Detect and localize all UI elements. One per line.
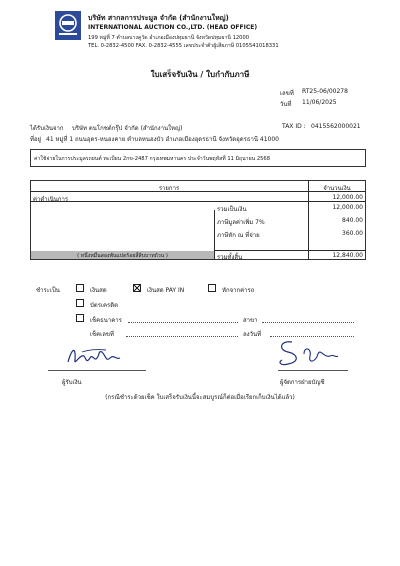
- company-name-en: INTERNATIONAL AUCTION CO.,LTD. (HEAD OFFICE): [88, 24, 258, 31]
- address-label: ที่อยู่: [30, 136, 42, 143]
- totals-divider: [214, 250, 366, 251]
- doc-no-value: RT25-06/00278: [302, 88, 348, 95]
- receiver-signature-image: [62, 340, 142, 370]
- authorizer-signature-label: ผู้จัดการฝ่ายบัญชี: [280, 379, 325, 386]
- company-logo: [55, 11, 81, 40]
- company-contact: TEL. 0-2832-4500 FAX. 0-2832-4555 เลขประจำตัวผู้เสียภาษี 0105541018331: [88, 43, 279, 49]
- subtotal-label: รวมเป็นเงิน: [217, 206, 247, 213]
- deduct-from-car-checkbox[interactable]: [208, 284, 216, 292]
- company-address: 199 หมู่ที่ 7 ตำบลบางคูวัด อำเภอเมืองปทุมธานี จังหวัดปทุมธานี 12000: [88, 35, 250, 41]
- table-row-divider: [30, 201, 366, 202]
- grand-total-amount: 12,840.00: [332, 252, 363, 259]
- company-name-th: บริษัท สากลการประมูล จำกัด (สำนักงานใหญ่): [88, 14, 229, 22]
- tax-id-value: 0415562000021: [311, 123, 361, 130]
- cheque-footer-note: (กรณีชำระด้วยเช็ค ใบเสร็จรับเงินนี้จะสมบูรณ์ก็ต่อเมื่อเรียกเก็บเงินได้แล้ว): [105, 394, 295, 401]
- bank-cheque-label: เช็คธนาคาร: [90, 317, 122, 324]
- cash-checkbox[interactable]: [76, 284, 84, 292]
- deduct-from-car-label: หักจากค่ารถ: [222, 287, 255, 294]
- col-amount-header: จำนวนเงิน: [323, 185, 351, 192]
- credit-card-checkbox[interactable]: [76, 299, 84, 307]
- branch-label: สาขา: [243, 317, 258, 324]
- withholding-amount: 360.00: [342, 230, 363, 237]
- credit-card-label: บัตรเครดิต: [90, 302, 119, 309]
- receiver-signature-line: [48, 370, 146, 371]
- branch-line: [262, 322, 354, 323]
- withholding-label: ภาษีหัก ณ ที่จ่าย: [217, 232, 260, 239]
- cheque-date-label: ลงวันที่: [243, 331, 262, 338]
- col-item-header: รายการ: [158, 185, 180, 192]
- totals-left-divider: [214, 210, 215, 260]
- cheque-no-line: [126, 336, 238, 337]
- doc-no-label: เลขที่: [280, 90, 294, 97]
- cash-payin-label: เงินสด PAY IN: [147, 287, 185, 294]
- item-row-label: ค่าดำเนินการ: [33, 196, 69, 203]
- received-from-value: บริษัท ดนโกชต์กรุ๊ป จำกัด (สำนักงานใหญ่): [72, 125, 183, 132]
- subtotal-amount: 12,000.00: [332, 204, 363, 211]
- check-mark-icon: [133, 284, 141, 292]
- cheque-no-label: เช็คเลขที่: [90, 331, 114, 338]
- document-title: ใบเสร็จรับเงิน / ใบกำกับภาษี: [150, 70, 250, 79]
- item-row-amount: 12,000.00: [332, 194, 363, 201]
- tax-id-label: TAX ID :: [282, 123, 306, 130]
- bank-cheque-checkbox[interactable]: [76, 314, 84, 322]
- receiver-signature-label: ผู้รับเงิน: [62, 379, 82, 386]
- amount-in-words: ( หนึ่งหมื่นสองพันแปดร้อยสี่สิบบาทถ้วน ): [77, 253, 168, 259]
- cash-label: เงินสด: [90, 287, 107, 294]
- authorizer-signature-line: [278, 370, 348, 371]
- doc-date-label: วันที่: [280, 101, 292, 108]
- vat-amount: 840.00: [342, 217, 363, 224]
- description-text: ค่าใช้จ่ายในการประมูลรถยนต์ ทะเบียน 2กข-2487 กรุงเทพมหานคร ประจำวันพฤหัสที่ 11 มิถุนายน 2568: [34, 156, 271, 162]
- grand-total-label: รวมทั้งสิ้น: [217, 254, 243, 261]
- bank-name-line: [128, 322, 238, 323]
- vat-label: ภาษีมูลค่าเพิ่ม 7%: [217, 219, 265, 226]
- cash-payin-checkbox[interactable]: [133, 284, 141, 292]
- received-from-label: ได้รับเงินจาก: [30, 125, 64, 132]
- address-value: 41 หมู่ที่ 1 ถนนอุดร-หนองคาย ตำบลหนองบัว อำเภอเมืองอุดรธานี จังหวัดอุดรธานี 41000: [46, 136, 279, 143]
- doc-date-value: 11/06/2025: [302, 99, 337, 106]
- payment-label: ชำระเป็น: [36, 287, 60, 294]
- authorizer-signature-image: [270, 336, 350, 370]
